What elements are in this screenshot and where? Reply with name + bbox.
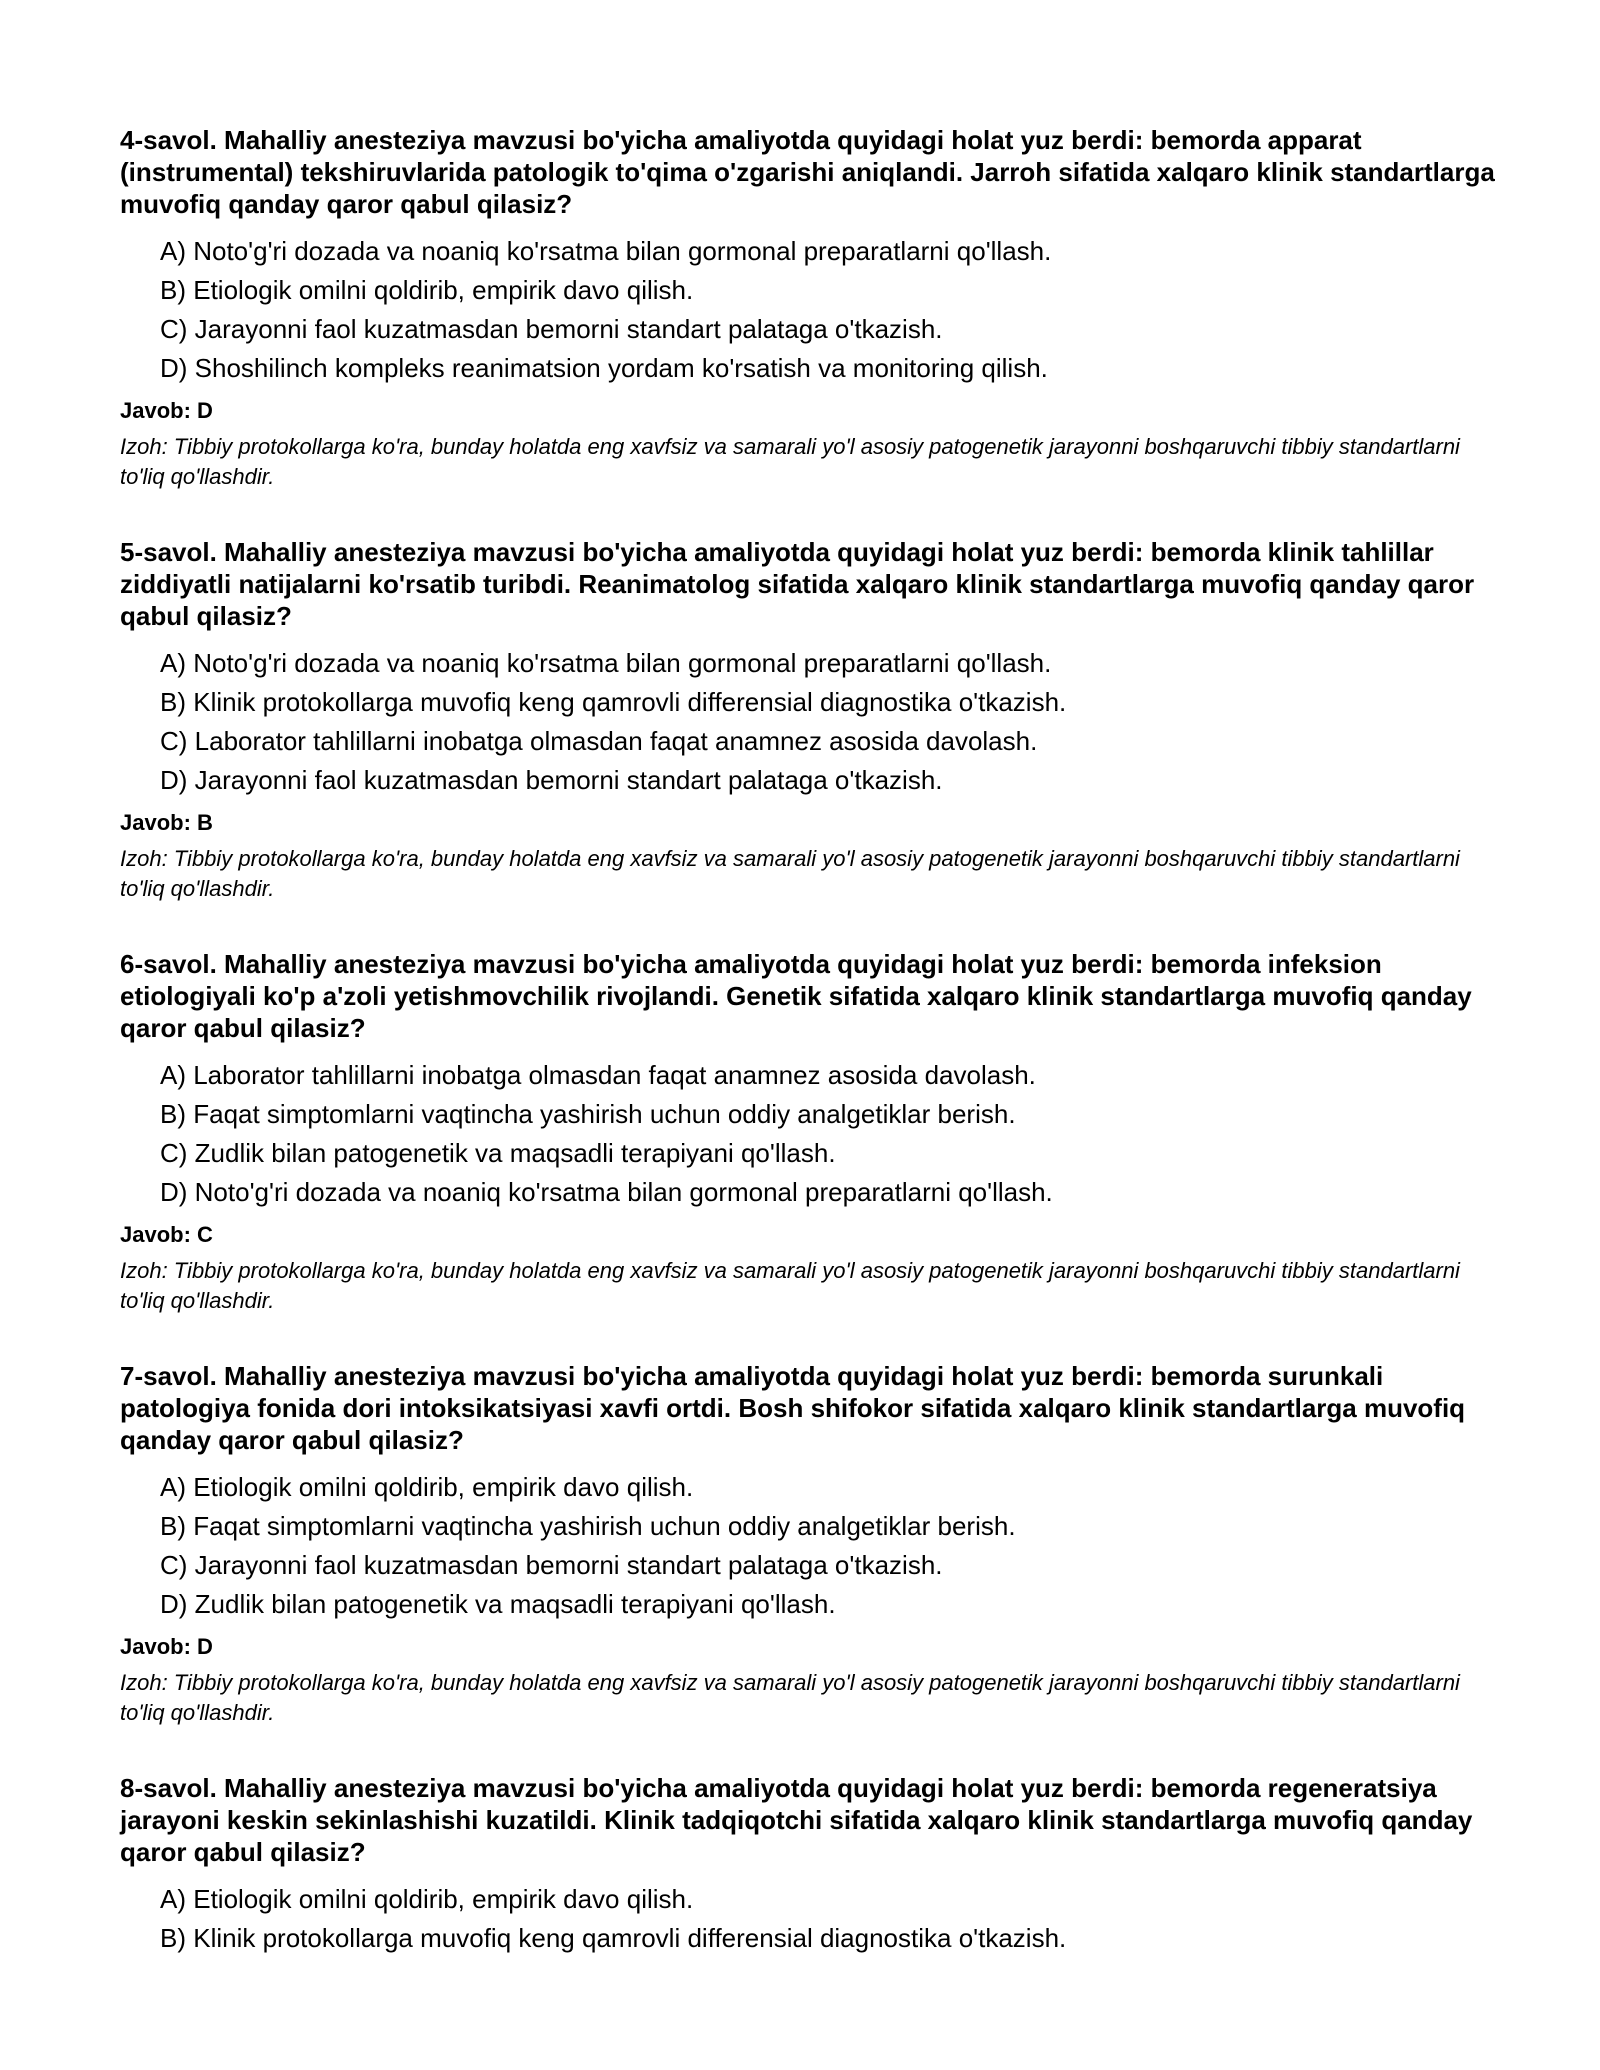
- option-a: A) Noto'g'ri dozada va noaniq ko'rsatma bilan gormonal preparatlarni qo'llash.: [160, 236, 1052, 266]
- document-page: [120, 124, 1500, 2002]
- option-d: D) Shoshilinch kompleks reanimatsion yordam ko'rsatish va monitoring qilish.: [160, 353, 1048, 383]
- option-b: B) Klinik protokollarga muvofiq keng qamrovli differensial diagnostika o'tkazish.: [160, 687, 1067, 717]
- question-5: [120, 536, 1500, 904]
- question-title: 6-savol. Mahalliy anesteziya mavzusi bo'yicha amaliyotda quyidagi holat yuz berdi: bemorda infeksion etiologiyali ko'p a'zoli yetishmovchilik rivojlandi. Genetik sifatida xalqaro klinik standartlarga muvofiq qanday qaror qabul qilasiz?: [120, 949, 1472, 1043]
- option-c: C) Laborator tahlillarni inobatga olmasdan faqat anamnez asosida davolash.: [160, 726, 1038, 756]
- question-title: 5-savol. Mahalliy anesteziya mavzusi bo'yicha amaliyotda quyidagi holat yuz berdi: bemorda klinik tahlillar ziddiyatli natijalarni ko'rsatib turibdi. Reanimatolog sifatida xalqaro klinik standartlarga muvofiq qanday qaror qabul qilasiz?: [120, 537, 1475, 631]
- question-6: [120, 948, 1500, 1316]
- answer-options: [120, 644, 1500, 800]
- option-a: A) Noto'g'ri dozada va noaniq ko'rsatma bilan gormonal preparatlarni qo'llash.: [160, 648, 1052, 678]
- explanation: Izoh: Tibbiy protokollarga ko'ra, bunday holatda eng xavfsiz va samarali yo'l asosiy patogenetik jarayonni boshqaruvchi tibbiy standartlarni to'liq qo'llashdir.: [120, 1258, 1460, 1313]
- option-d: D) Zudlik bilan patogenetik va maqsadli terapiyani qo'llash.: [160, 1589, 836, 1619]
- answer-key: Javob: D: [120, 1634, 213, 1659]
- question-7: [120, 1360, 1500, 1728]
- option-b: B) Klinik protokollarga muvofiq keng qamrovli differensial diagnostika o'tkazish.: [160, 1923, 1067, 1953]
- option-b: B) Etiologik omilni qoldirib, empirik davo qilish.: [160, 275, 694, 305]
- option-a: A) Etiologik omilni qoldirib, empirik davo qilish.: [160, 1472, 694, 1502]
- option-c: C) Jarayonni faol kuzatmasdan bemorni standart palataga o'tkazish.: [160, 314, 943, 344]
- option-a: A) Laborator tahlillarni inobatga olmasdan faqat anamnez asosida davolash.: [160, 1060, 1036, 1090]
- answer-key: Javob: B: [120, 810, 213, 835]
- question-4: [120, 124, 1500, 492]
- option-d: D) Jarayonni faol kuzatmasdan bemorni standart palataga o'tkazish.: [160, 765, 943, 795]
- option-a: A) Etiologik omilni qoldirib, empirik davo qilish.: [160, 1884, 694, 1914]
- option-c: C) Zudlik bilan patogenetik va maqsadli terapiyani qo'llash.: [160, 1138, 836, 1168]
- question-8: [120, 1772, 1500, 1958]
- option-d: D) Noto'g'ri dozada va noaniq ko'rsatma bilan gormonal preparatlarni qo'llash.: [160, 1177, 1053, 1207]
- explanation: Izoh: Tibbiy protokollarga ko'ra, bunday holatda eng xavfsiz va samarali yo'l asosiy patogenetik jarayonni boshqaruvchi tibbiy standartlarni to'liq qo'llashdir.: [120, 434, 1460, 489]
- question-title: 7-savol. Mahalliy anesteziya mavzusi bo'yicha amaliyotda quyidagi holat yuz berdi: bemorda surunkali patologiya fonida dori intoksikatsiyasi xavfi ortdi. Bosh shifokor sifatida xalqaro klinik standartlarga muvofiq qanday qaror qabul qilasiz?: [120, 1361, 1466, 1455]
- option-b: B) Faqat simptomlarni vaqtincha yashirish uchun oddiy analgetiklar berish.: [160, 1099, 1016, 1129]
- answer-key: Javob: D: [120, 398, 213, 423]
- question-title: 8-savol. Mahalliy anesteziya mavzusi bo'yicha amaliyotda quyidagi holat yuz berdi: bemorda regeneratsiya jarayoni keskin sekinlashishi kuzatildi. Klinik tadqiqotchi sifatida xalqaro klinik standartlarga muvofiq qanday qaror qabul qilasiz?: [120, 1773, 1473, 1867]
- answer-options: [120, 1056, 1500, 1212]
- option-b: B) Faqat simptomlarni vaqtincha yashirish uchun oddiy analgetiklar berish.: [160, 1511, 1016, 1541]
- answer-options: [120, 1468, 1500, 1624]
- explanation: Izoh: Tibbiy protokollarga ko'ra, bunday holatda eng xavfsiz va samarali yo'l asosiy patogenetik jarayonni boshqaruvchi tibbiy standartlarni to'liq qo'llashdir.: [120, 846, 1460, 901]
- explanation: Izoh: Tibbiy protokollarga ko'ra, bunday holatda eng xavfsiz va samarali yo'l asosiy patogenetik jarayonni boshqaruvchi tibbiy standartlarni to'liq qo'llashdir.: [120, 1670, 1460, 1725]
- question-title: 4-savol. Mahalliy anesteziya mavzusi bo'yicha amaliyotda quyidagi holat yuz berdi: bemorda apparat (instrumental) tekshiruvlarida patologik to'qima o'zgarishi aniqlandi. Jarroh sifatida xalqaro klinik standartlarga muvofiq qanday qaror qabul qilasiz?: [120, 125, 1495, 219]
- answer-options: [120, 1880, 1500, 1958]
- option-c: C) Jarayonni faol kuzatmasdan bemorni standart palataga o'tkazish.: [160, 1550, 943, 1580]
- answer-options: [120, 232, 1500, 388]
- answer-key: Javob: C: [120, 1222, 213, 1247]
